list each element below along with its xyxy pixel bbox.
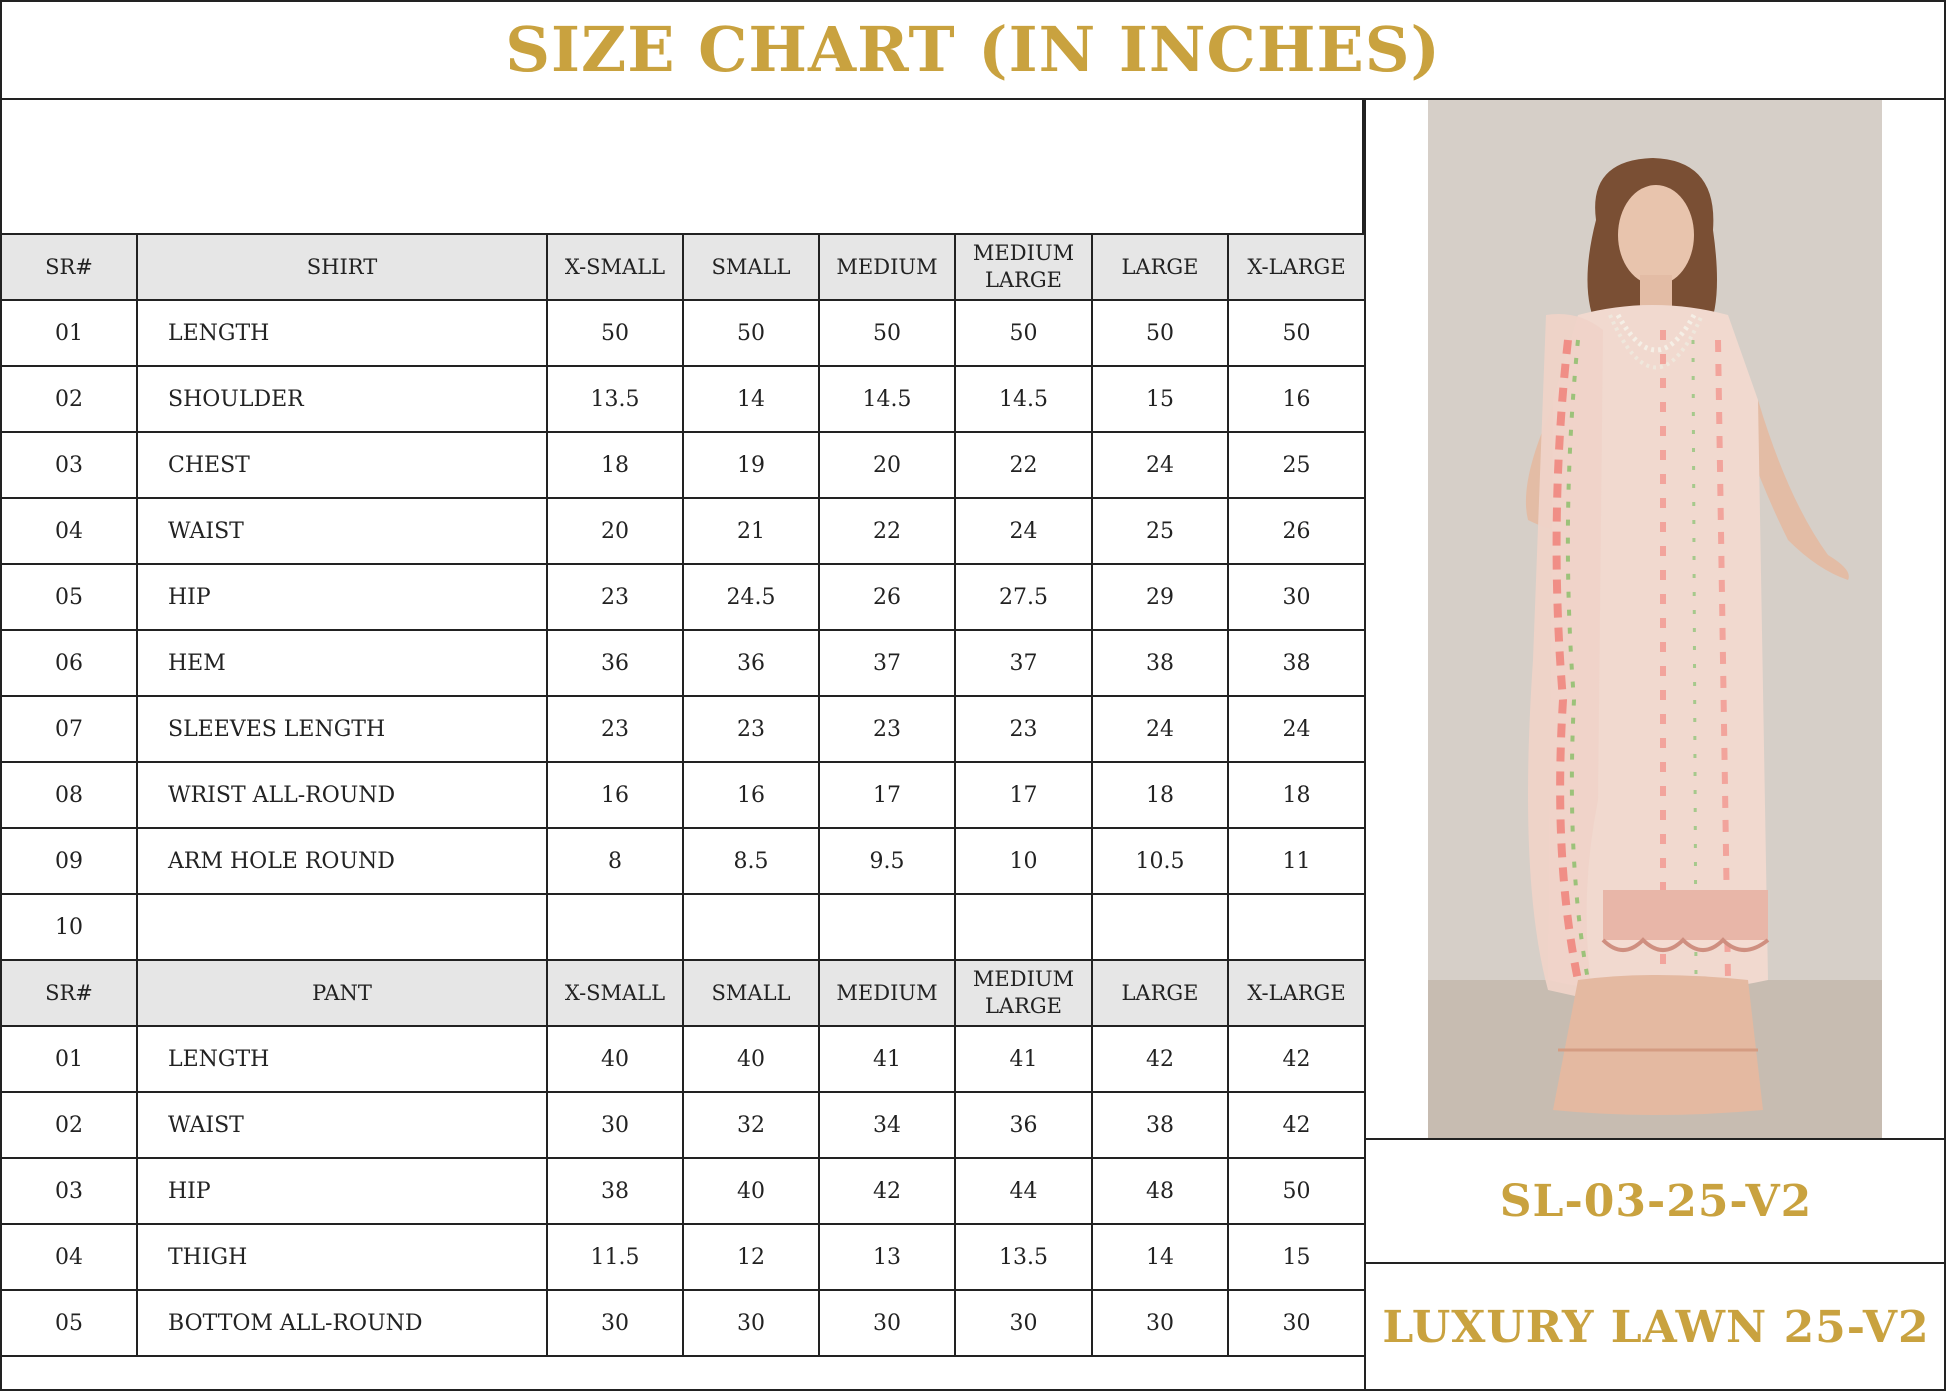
shirt-row bbox=[1, 366, 1365, 432]
pant-header-row bbox=[1, 960, 1365, 1026]
shirt-serial-cell: 10 bbox=[1, 894, 137, 960]
shirt-value-cell: 25 bbox=[1092, 498, 1228, 564]
shirt-measure-cell: SLEEVES LENGTH bbox=[137, 696, 547, 762]
shirt-row bbox=[1, 300, 1365, 366]
pant-value-cell: 40 bbox=[683, 1026, 819, 1092]
size-table bbox=[0, 233, 1366, 1357]
pant-measure-cell: HIP bbox=[137, 1158, 547, 1224]
pant-value-cell: 30 bbox=[1092, 1290, 1228, 1356]
shirt-value-cell: 37 bbox=[955, 630, 1092, 696]
shirt-value-cell: 17 bbox=[955, 762, 1092, 828]
size-table-body bbox=[1, 234, 1365, 1356]
shirt-serial-cell: 05 bbox=[1, 564, 137, 630]
page-title: SIZE CHART (IN INCHES) bbox=[505, 12, 1441, 86]
pant-value-cell: 32 bbox=[683, 1092, 819, 1158]
shirt-measure-cell: SHOULDER bbox=[137, 366, 547, 432]
shirt-header-cell: MEDIUM bbox=[819, 234, 955, 300]
shirt-measure-cell: WRIST ALL-ROUND bbox=[137, 762, 547, 828]
pant-value-cell: 34 bbox=[819, 1092, 955, 1158]
shirt-value-cell bbox=[1092, 894, 1228, 960]
shirt-row bbox=[1, 498, 1365, 564]
shirt-value-cell: 14.5 bbox=[955, 366, 1092, 432]
shirt-value-cell: 23 bbox=[547, 696, 683, 762]
shirt-value-cell: 36 bbox=[683, 630, 819, 696]
shirt-value-cell: 24 bbox=[1228, 696, 1365, 762]
shirt-value-cell: 24 bbox=[955, 498, 1092, 564]
pant-value-cell: 42 bbox=[1092, 1026, 1228, 1092]
shirt-value-cell: 50 bbox=[955, 300, 1092, 366]
pant-value-cell: 30 bbox=[955, 1290, 1092, 1356]
pant-value-cell: 15 bbox=[1228, 1224, 1365, 1290]
pant-value-cell: 12 bbox=[683, 1224, 819, 1290]
pant-value-cell: 30 bbox=[1228, 1290, 1365, 1356]
shirt-measure-cell: CHEST bbox=[137, 432, 547, 498]
shirt-value-cell bbox=[819, 894, 955, 960]
shirt-row bbox=[1, 630, 1365, 696]
pant-row bbox=[1, 1158, 1365, 1224]
shirt-row bbox=[1, 762, 1365, 828]
model-photo bbox=[1428, 100, 1882, 1138]
shirt-value-cell: 25 bbox=[1228, 432, 1365, 498]
title-band bbox=[0, 0, 1946, 100]
pant-value-cell: 40 bbox=[683, 1158, 819, 1224]
shirt-value-cell: 17 bbox=[819, 762, 955, 828]
shirt-value-cell: 50 bbox=[547, 300, 683, 366]
shirt-value-cell: 50 bbox=[819, 300, 955, 366]
pant-header-cell: X-SMALL bbox=[547, 960, 683, 1026]
pant-value-cell: 30 bbox=[819, 1290, 955, 1356]
pant-header-cell: PANT bbox=[137, 960, 547, 1026]
shirt-value-cell: 30 bbox=[1228, 564, 1365, 630]
pant-value-cell: 42 bbox=[819, 1158, 955, 1224]
pant-header-cell: SMALL bbox=[683, 960, 819, 1026]
shirt-row bbox=[1, 696, 1365, 762]
shirt-header-cell: X-SMALL bbox=[547, 234, 683, 300]
pant-measure-cell: BOTTOM ALL-ROUND bbox=[137, 1290, 547, 1356]
pant-serial-cell: 05 bbox=[1, 1290, 137, 1356]
shirt-value-cell: 24.5 bbox=[683, 564, 819, 630]
shirt-value-cell: 50 bbox=[683, 300, 819, 366]
shirt-value-cell: 29 bbox=[1092, 564, 1228, 630]
shirt-value-cell: 27.5 bbox=[955, 564, 1092, 630]
shirt-value-cell: 20 bbox=[547, 498, 683, 564]
shirt-value-cell: 38 bbox=[1092, 630, 1228, 696]
pant-header-cell: MEDIUM bbox=[819, 960, 955, 1026]
shirt-value-cell: 36 bbox=[547, 630, 683, 696]
shirt-serial-cell: 06 bbox=[1, 630, 137, 696]
blank-band bbox=[0, 100, 1364, 233]
shirt-value-cell: 9.5 bbox=[819, 828, 955, 894]
shirt-value-cell: 20 bbox=[819, 432, 955, 498]
shirt-value-cell: 18 bbox=[1092, 762, 1228, 828]
shirt-measure-cell bbox=[137, 894, 547, 960]
pant-serial-cell: 04 bbox=[1, 1224, 137, 1290]
pant-value-cell: 13 bbox=[819, 1224, 955, 1290]
product-code: SL-03-25-V2 bbox=[1499, 1175, 1813, 1227]
shirt-value-cell: 23 bbox=[819, 696, 955, 762]
shirt-value-cell: 16 bbox=[547, 762, 683, 828]
shirt-value-cell: 37 bbox=[819, 630, 955, 696]
pant-value-cell: 14 bbox=[1092, 1224, 1228, 1290]
pant-row bbox=[1, 1290, 1365, 1356]
shirt-value-cell: 10 bbox=[955, 828, 1092, 894]
shirt-header-cell: SR# bbox=[1, 234, 137, 300]
pant-value-cell: 30 bbox=[547, 1092, 683, 1158]
shirt-value-cell: 24 bbox=[1092, 432, 1228, 498]
shirt-header-cell: LARGE bbox=[1092, 234, 1228, 300]
pant-serial-cell: 03 bbox=[1, 1158, 137, 1224]
shirt-value-cell bbox=[683, 894, 819, 960]
shirt-value-cell bbox=[547, 894, 683, 960]
pant-value-cell: 30 bbox=[547, 1290, 683, 1356]
shirt-serial-cell: 04 bbox=[1, 498, 137, 564]
pant-value-cell: 48 bbox=[1092, 1158, 1228, 1224]
shirt-value-cell: 38 bbox=[1228, 630, 1365, 696]
shirt-value-cell: 11 bbox=[1228, 828, 1365, 894]
product-code-box bbox=[1366, 1138, 1946, 1264]
pant-header-cell: X-LARGE bbox=[1228, 960, 1365, 1026]
shirt-value-cell: 23 bbox=[547, 564, 683, 630]
shirt-value-cell: 23 bbox=[683, 696, 819, 762]
shirt-row bbox=[1, 828, 1365, 894]
collection-name: LUXURY LAWN 25-V2 bbox=[1382, 1302, 1930, 1353]
pant-header-cell: MEDIUM LARGE bbox=[955, 960, 1092, 1026]
pant-value-cell: 42 bbox=[1228, 1092, 1365, 1158]
shirt-value-cell: 14 bbox=[683, 366, 819, 432]
shirt-serial-cell: 09 bbox=[1, 828, 137, 894]
shirt-value-cell: 26 bbox=[819, 564, 955, 630]
shirt-row bbox=[1, 564, 1365, 630]
shirt-header-row bbox=[1, 234, 1365, 300]
shirt-serial-cell: 01 bbox=[1, 300, 137, 366]
collection-box bbox=[1366, 1264, 1946, 1391]
pant-value-cell: 41 bbox=[819, 1026, 955, 1092]
shirt-row bbox=[1, 894, 1365, 960]
pant-serial-cell: 02 bbox=[1, 1092, 137, 1158]
shirt-measure-cell: HIP bbox=[137, 564, 547, 630]
shirt-value-cell: 8.5 bbox=[683, 828, 819, 894]
pant-value-cell: 44 bbox=[955, 1158, 1092, 1224]
shirt-value-cell: 16 bbox=[1228, 366, 1365, 432]
pant-value-cell: 38 bbox=[1092, 1092, 1228, 1158]
shirt-serial-cell: 08 bbox=[1, 762, 137, 828]
pant-value-cell: 42 bbox=[1228, 1026, 1365, 1092]
model-figure-illustration bbox=[1428, 100, 1882, 1138]
shirt-measure-cell: WAIST bbox=[137, 498, 547, 564]
shirt-measure-cell: LENGTH bbox=[137, 300, 547, 366]
pant-header-cell: SR# bbox=[1, 960, 137, 1026]
shirt-value-cell: 13.5 bbox=[547, 366, 683, 432]
shirt-value-cell: 21 bbox=[683, 498, 819, 564]
shirt-value-cell: 24 bbox=[1092, 696, 1228, 762]
shirt-serial-cell: 02 bbox=[1, 366, 137, 432]
shirt-value-cell: 15 bbox=[1092, 366, 1228, 432]
shirt-value-cell: 18 bbox=[547, 432, 683, 498]
shirt-value-cell: 19 bbox=[683, 432, 819, 498]
shirt-value-cell: 22 bbox=[955, 432, 1092, 498]
shirt-header-cell: SHIRT bbox=[137, 234, 547, 300]
shirt-value-cell: 50 bbox=[1092, 300, 1228, 366]
shirt-value-cell: 23 bbox=[955, 696, 1092, 762]
shirt-value-cell bbox=[955, 894, 1092, 960]
shirt-header-cell: X-LARGE bbox=[1228, 234, 1365, 300]
pant-value-cell: 38 bbox=[547, 1158, 683, 1224]
shirt-value-cell: 16 bbox=[683, 762, 819, 828]
pant-header-cell: LARGE bbox=[1092, 960, 1228, 1026]
pant-row bbox=[1, 1026, 1365, 1092]
pant-row bbox=[1, 1092, 1365, 1158]
shirt-value-cell: 26 bbox=[1228, 498, 1365, 564]
pant-value-cell: 30 bbox=[683, 1290, 819, 1356]
shirt-value-cell: 8 bbox=[547, 828, 683, 894]
pant-value-cell: 40 bbox=[547, 1026, 683, 1092]
pant-value-cell: 13.5 bbox=[955, 1224, 1092, 1290]
shirt-header-cell: MEDIUM LARGE bbox=[955, 234, 1092, 300]
pant-serial-cell: 01 bbox=[1, 1026, 137, 1092]
pant-measure-cell: WAIST bbox=[137, 1092, 547, 1158]
shirt-value-cell: 18 bbox=[1228, 762, 1365, 828]
shirt-value-cell: 22 bbox=[819, 498, 955, 564]
shirt-header-cell: SMALL bbox=[683, 234, 819, 300]
shirt-measure-cell: ARM HOLE ROUND bbox=[137, 828, 547, 894]
shirt-serial-cell: 07 bbox=[1, 696, 137, 762]
shirt-row bbox=[1, 432, 1365, 498]
shirt-value-cell bbox=[1228, 894, 1365, 960]
pant-value-cell: 41 bbox=[955, 1026, 1092, 1092]
shirt-measure-cell: HEM bbox=[137, 630, 547, 696]
pant-row bbox=[1, 1224, 1365, 1290]
pant-measure-cell: LENGTH bbox=[137, 1026, 547, 1092]
shirt-value-cell: 14.5 bbox=[819, 366, 955, 432]
shirt-value-cell: 10.5 bbox=[1092, 828, 1228, 894]
product-panel bbox=[1364, 100, 1946, 1391]
pant-value-cell: 11.5 bbox=[547, 1224, 683, 1290]
shirt-value-cell: 50 bbox=[1228, 300, 1365, 366]
pant-measure-cell: THIGH bbox=[137, 1224, 547, 1290]
pant-value-cell: 36 bbox=[955, 1092, 1092, 1158]
pant-value-cell: 50 bbox=[1228, 1158, 1365, 1224]
shirt-serial-cell: 03 bbox=[1, 432, 137, 498]
